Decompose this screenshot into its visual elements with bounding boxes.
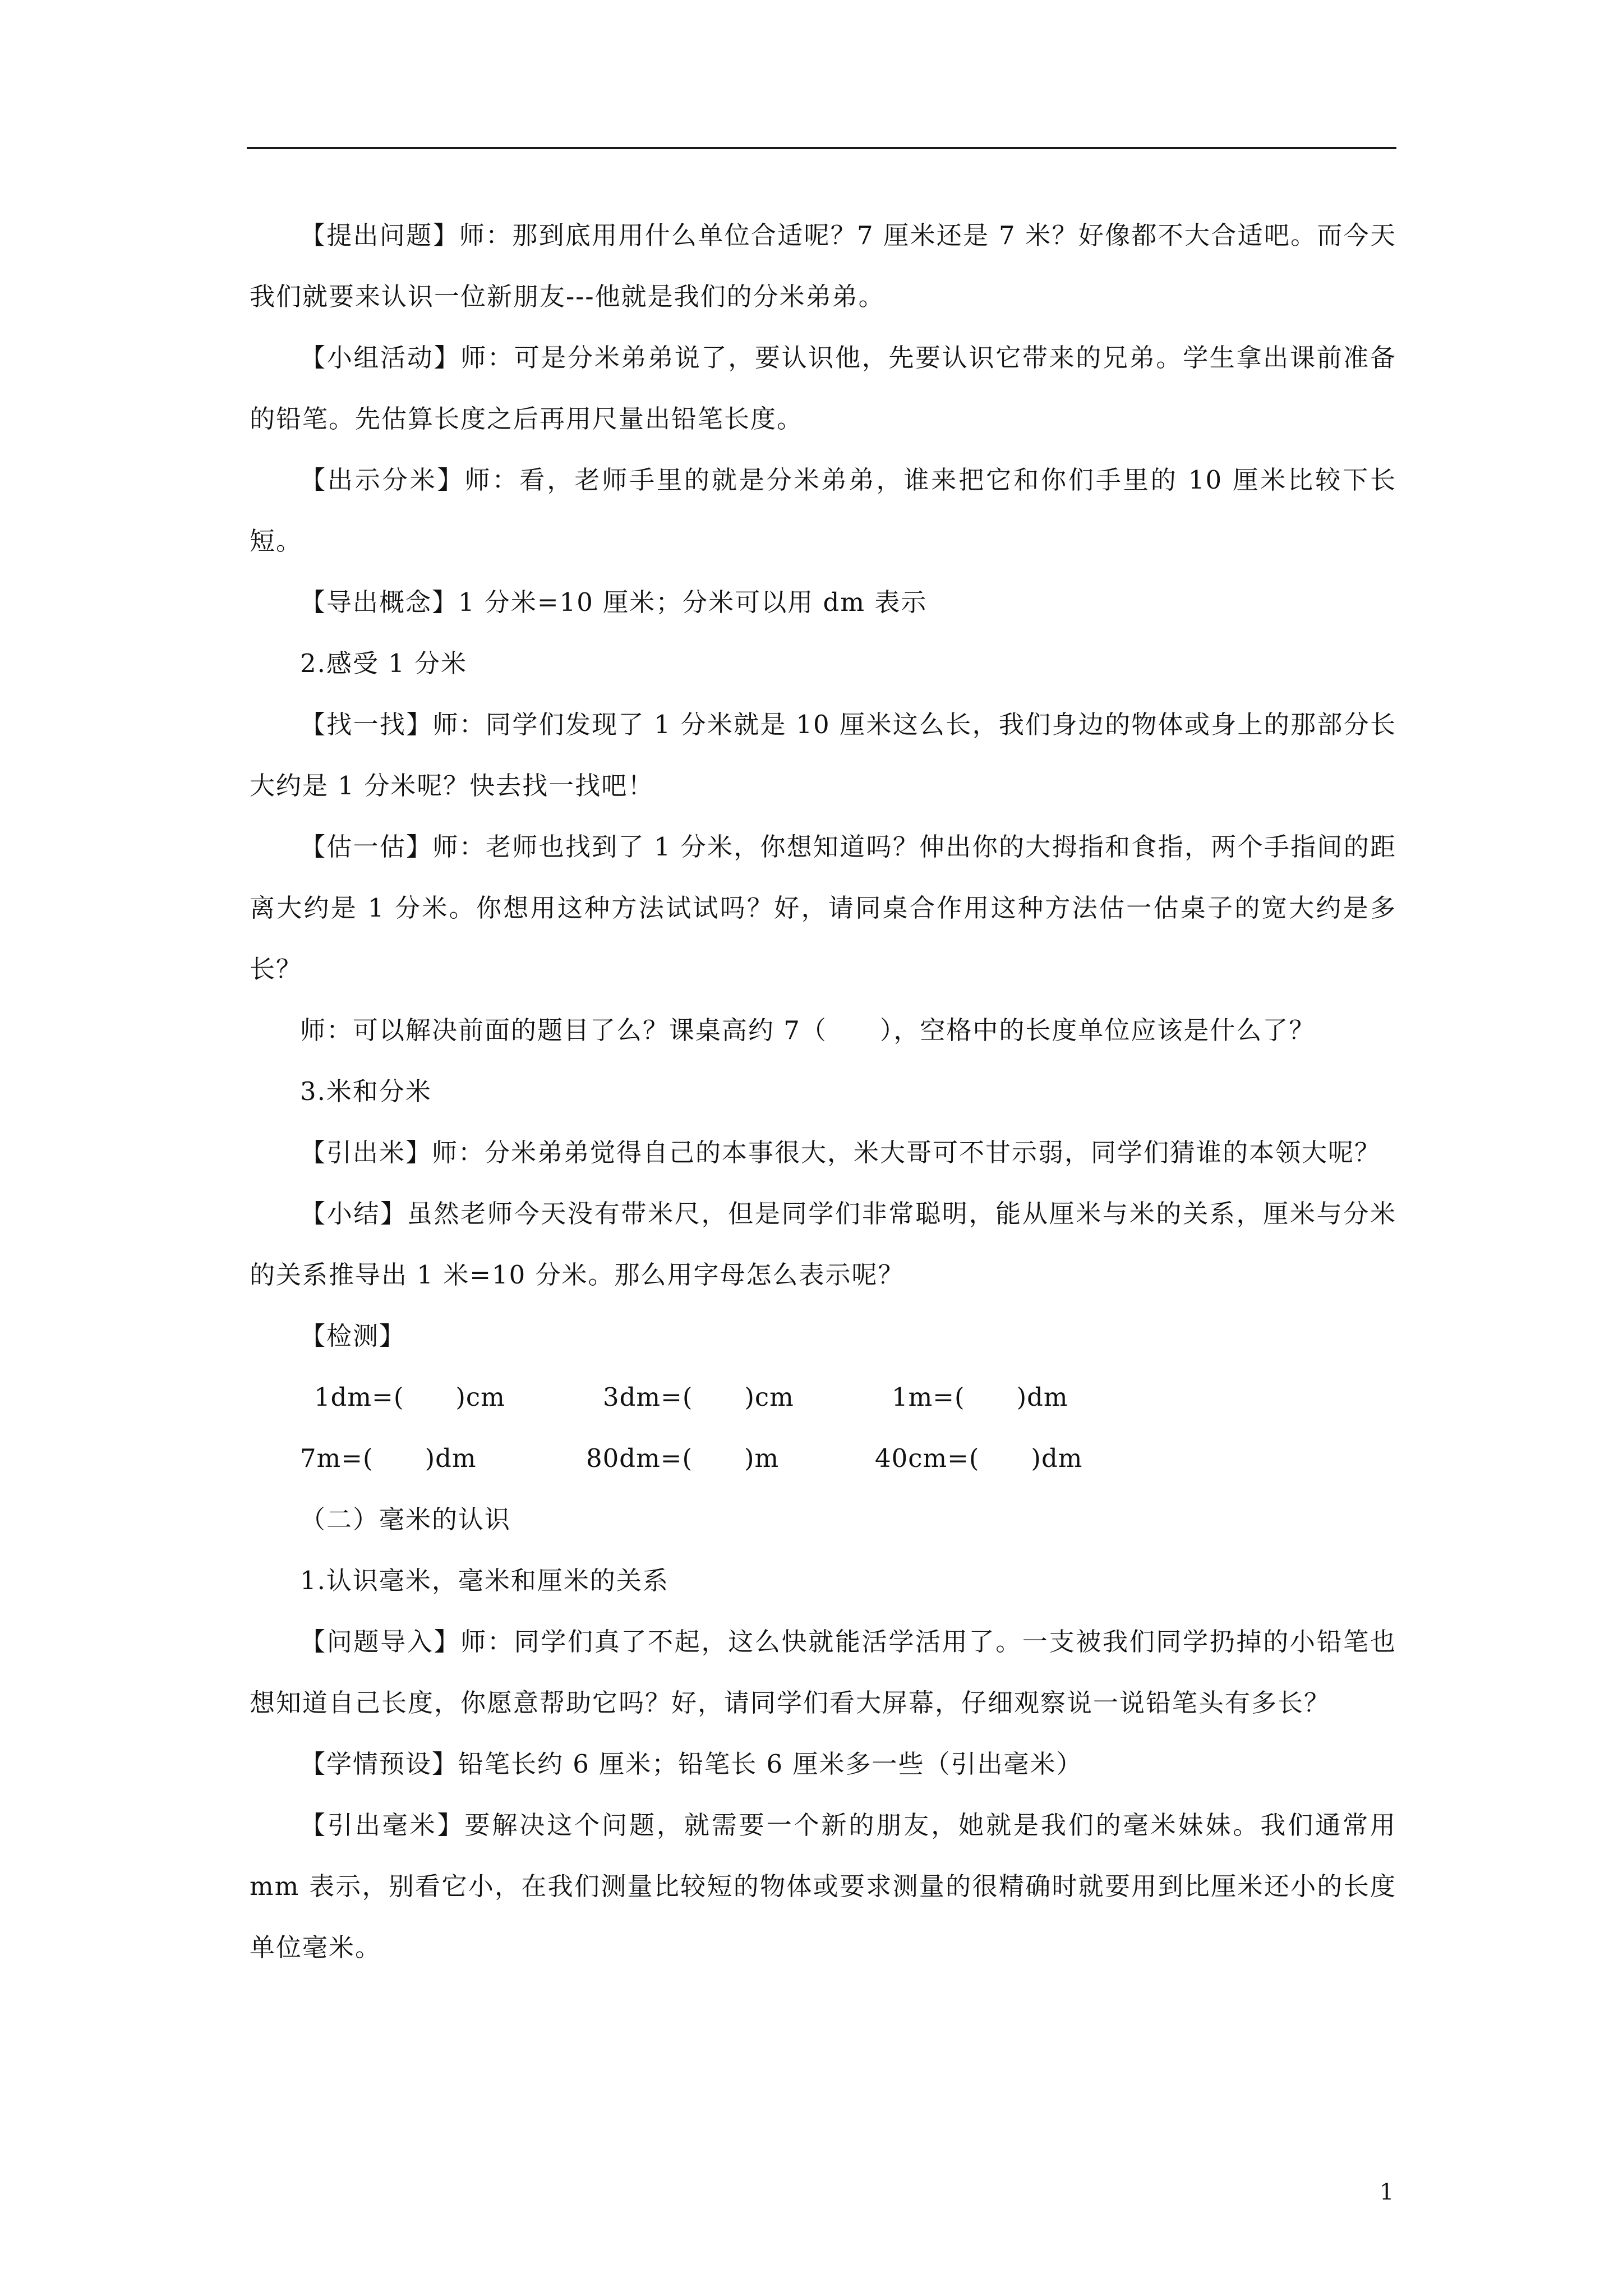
paragraph-raise-question: 【提出问题】师：那到底用用什么单位合适呢？7 厘米还是 7 米？好像都不大合适吧。而今天我们就要来认识一位新朋友---他就是我们的分米弟弟。 bbox=[250, 220, 1396, 311]
exercise-item: 40cm=( )dm bbox=[875, 1443, 1083, 1473]
exercise-row-1 bbox=[250, 1366, 1396, 1428]
paragraph-show-decimeter: 【出示分米】师：看，老师手里的就是分米弟弟，谁来把它和你们手里的 10 厘米比较下长短。 bbox=[250, 465, 1396, 556]
paragraph-summary: 【小结】虽然老师今天没有带米尺，但是同学们非常聪明，能从厘米与米的关系，厘米与分米的关系推导出 1 米=10 分米。那么用字母怎么表示呢？ bbox=[250, 1199, 1396, 1290]
exercise-item: 80dm=( )m bbox=[586, 1443, 780, 1473]
exercise-item: 1dm=( )cm bbox=[314, 1382, 505, 1412]
exercise-row-2 bbox=[250, 1428, 1396, 1489]
section-heading-meter-decimeter: 3.米和分米 bbox=[300, 1076, 432, 1106]
paragraph-group-activity: 【小组活动】师：可是分米弟弟说了，要认识他，先要认识它带来的兄弟。学生拿出课前准备的铅笔。先估算长度之后再用尺量出铅笔长度。 bbox=[250, 343, 1396, 434]
paragraph-concept: 【导出概念】1 分米=10 厘米；分米可以用 dm 表示 bbox=[300, 587, 928, 617]
paragraph-introduce-millimeter: 【引出毫米】要解决这个问题，就需要一个新的朋友，她就是我们的毫米妹妹。我们通常用 mm 表示，别看它小，在我们测量比较短的物体或要求测量的很精确时就要用到比厘米还小的长度单位毫米。 bbox=[250, 1810, 1396, 1962]
section-heading-millimeter: （二）毫米的认识 bbox=[300, 1504, 511, 1534]
paragraph-introduce-meter: 【引出米】师：分米弟弟觉得自己的本事很大，米大哥可不甘示弱，同学们猜谁的本领大呢？ bbox=[300, 1138, 1381, 1167]
paragraph-find: 【找一找】师：同学们发现了 1 分米就是 10 厘米这么长，我们身边的物体或身上的那部分长大约是 1 分米呢？快去找一找吧！ bbox=[250, 710, 1396, 800]
section-heading-know-millimeter: 1.认识毫米，毫米和厘米的关系 bbox=[300, 1566, 669, 1595]
exercise-item: 3dm=( )cm bbox=[603, 1382, 794, 1412]
exercise-item: 7m=( )dm bbox=[300, 1443, 477, 1473]
paragraph-learning-preset: 【学情预设】铅笔长约 6 厘米；铅笔长 6 厘米多一些（引出毫米） bbox=[300, 1749, 1083, 1779]
document-body bbox=[250, 205, 1396, 1978]
exercise-item: 1m=( )dm bbox=[892, 1382, 1068, 1412]
page-number: 1 bbox=[1380, 2179, 1394, 2205]
paragraph-problem-intro: 【问题导入】师：同学们真了不起，这么快就能活学活用了。一支被我们同学扔掉的小铅笔也想知道自己长度，你愿意帮助它吗？好，请同学们看大屏幕，仔细观察说一说铅笔头有多长？ bbox=[250, 1627, 1396, 1718]
section-heading-feel-decimeter: 2.感受 1 分米 bbox=[300, 648, 468, 678]
paragraph-check: 【检测】 bbox=[300, 1321, 406, 1351]
paragraph-teacher-question: 师：可以解决前面的题目了么？课桌高约 7（ ），空格中的长度单位应该是什么了？ bbox=[300, 1015, 1316, 1045]
header-rule bbox=[247, 147, 1396, 149]
paragraph-estimate: 【估一估】师：老师也找到了 1 分米，你想知道吗？伸出你的大拇指和食指，两个手指间的距离大约是 1 分米。你想用这种方法试试吗？好，请同桌合作用这种方法估一估桌子的宽大约是多长？ bbox=[250, 832, 1396, 984]
